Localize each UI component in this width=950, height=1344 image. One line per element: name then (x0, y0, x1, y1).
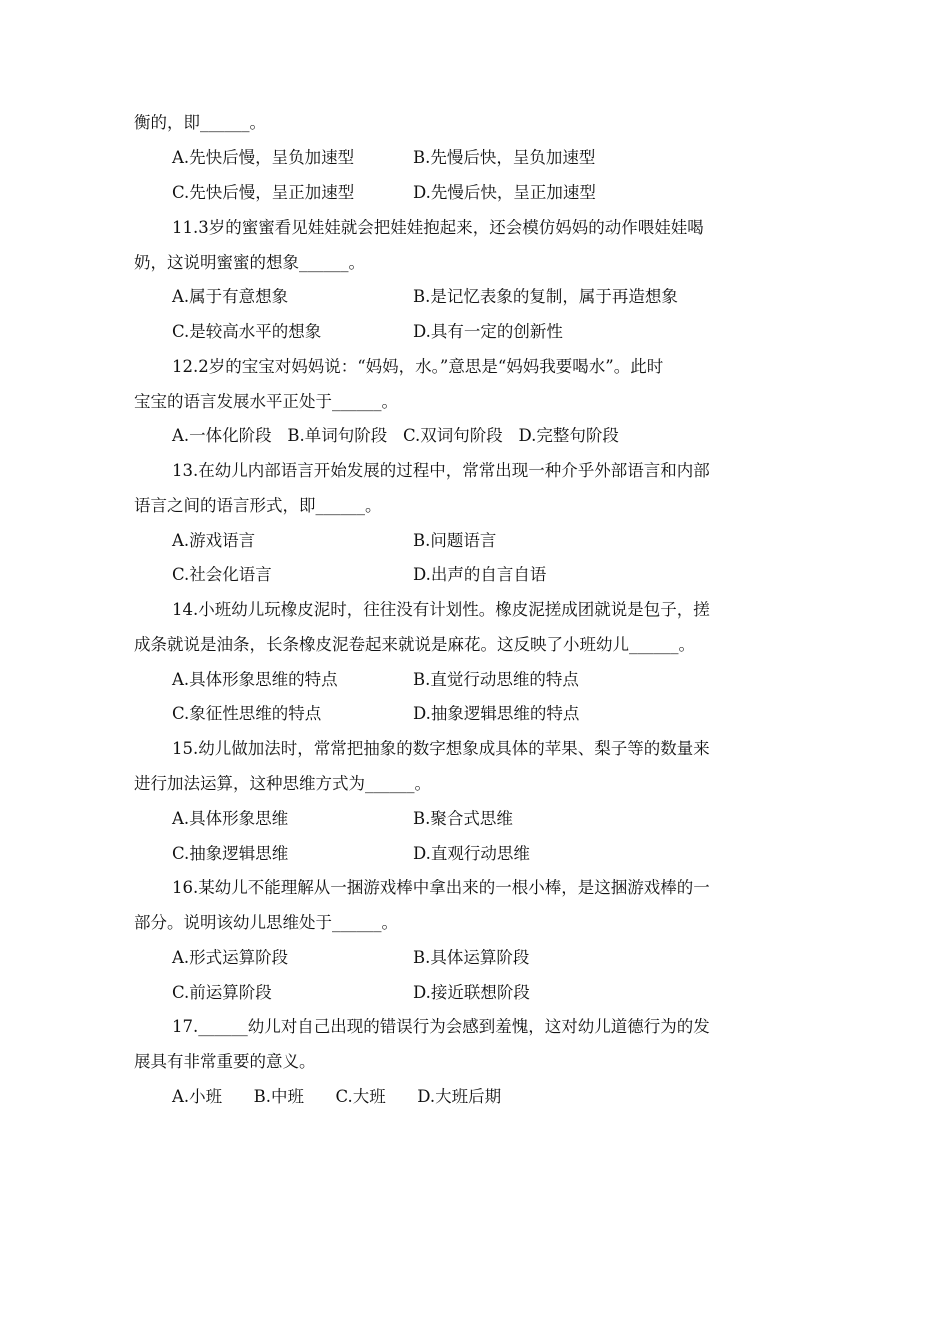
q10-option-a: A.先快后慢，呈负加速型 (172, 148, 355, 167)
q10-option-c: C.先快后慢，呈正加速型 (172, 183, 355, 202)
q13-option-a: A.游戏语言 (172, 531, 256, 550)
q14-stem-line1: 14.小班幼儿玩橡皮泥时，往往没有计划性。橡皮泥搓成团就说是包子，搓 (172, 600, 710, 619)
q15-option-a: A.具体形象思维 (172, 809, 289, 828)
q12-stem-line2: 宝宝的语言发展水平正处于______。 (134, 392, 398, 411)
q11-option-a: A.属于有意想象 (172, 287, 289, 306)
q16-option-b: B.具体运算阶段 (413, 948, 530, 967)
q14-option-d: D.抽象逻辑思维的特点 (413, 704, 580, 723)
q11-stem-line2: 奶，这说明蜜蜜的想象______。 (134, 253, 365, 272)
q14-option-b: B.直觉行动思维的特点 (413, 670, 579, 689)
q13-stem-line2: 语言之间的语言形式，即______。 (134, 496, 382, 515)
q15-stem-line1: 15.幼儿做加法时，常常把抽象的数字想象成具体的苹果、梨子等的数量来 (172, 739, 710, 758)
q13-stem-line1: 13.在幼儿内部语言开始发展的过程中，常常出现一种介乎外部语言和内部 (172, 461, 710, 480)
q11-stem-line1: 11.3岁的蜜蜜看见娃娃就会把娃娃抱起来，还会模仿妈妈的动作喂娃娃喝 (172, 218, 704, 237)
q11-option-d: D.具有一定的创新性 (413, 322, 563, 341)
q10-option-b: B.先慢后快，呈负加速型 (413, 148, 596, 167)
q13-option-b: B.问题语言 (413, 531, 497, 550)
q11-option-b: B.是记忆表象的复制，属于再造想象 (413, 287, 678, 306)
q17-stem-line2: 展具有非常重要的意义。 (134, 1052, 316, 1071)
q14-option-c: C.象征性思维的特点 (172, 704, 322, 723)
q11-option-c: C.是较高水平的想象 (172, 322, 322, 341)
q16-option-d: D.接近联想阶段 (413, 983, 530, 1002)
q15-stem-line2: 进行加法运算，这种思维方式为______。 (134, 774, 431, 793)
q15-option-c: C.抽象逻辑思维 (172, 844, 289, 863)
q16-stem-line1: 16.某幼儿不能理解从一捆游戏棒中拿出来的一根小棒，是这捆游戏棒的一 (172, 878, 710, 897)
q15-option-b: B.聚合式思维 (413, 809, 513, 828)
q15-option-d: D.直观行动思维 (413, 844, 530, 863)
q13-option-d: D.出声的自言自语 (413, 565, 547, 584)
q12-stem-line1: 12.2岁的宝宝对妈妈说：“妈妈，水。”意思是“妈妈我要喝水”。此时 (172, 357, 664, 376)
q14-stem-line2: 成条就说是油条，长条橡皮泥卷起来就说是麻花。这反映了小班幼儿______。 (134, 635, 695, 654)
q17-stem-line1: 17.______幼儿对自己出现的错误行为会感到羞愧，这对幼儿道德行为的发 (172, 1017, 710, 1036)
q14-option-a: A.具体形象思维的特点 (172, 670, 338, 689)
q10-option-d: D.先慢后快，呈正加速型 (413, 183, 596, 202)
q17-options: A.小班 B.中班 C.大班 D.大班后期 (172, 1087, 502, 1106)
q10-stem-continuation: 衡的，即______。 (134, 113, 266, 132)
q13-option-c: C.社会化语言 (172, 565, 272, 584)
q12-options: A.一体化阶段 B.单词句阶段 C.双词句阶段 D.完整句阶段 (172, 426, 619, 445)
q16-option-c: C.前运算阶段 (172, 983, 272, 1002)
q16-stem-line2: 部分。说明该幼儿思维处于______。 (134, 913, 398, 932)
q16-option-a: A.形式运算阶段 (172, 948, 289, 967)
